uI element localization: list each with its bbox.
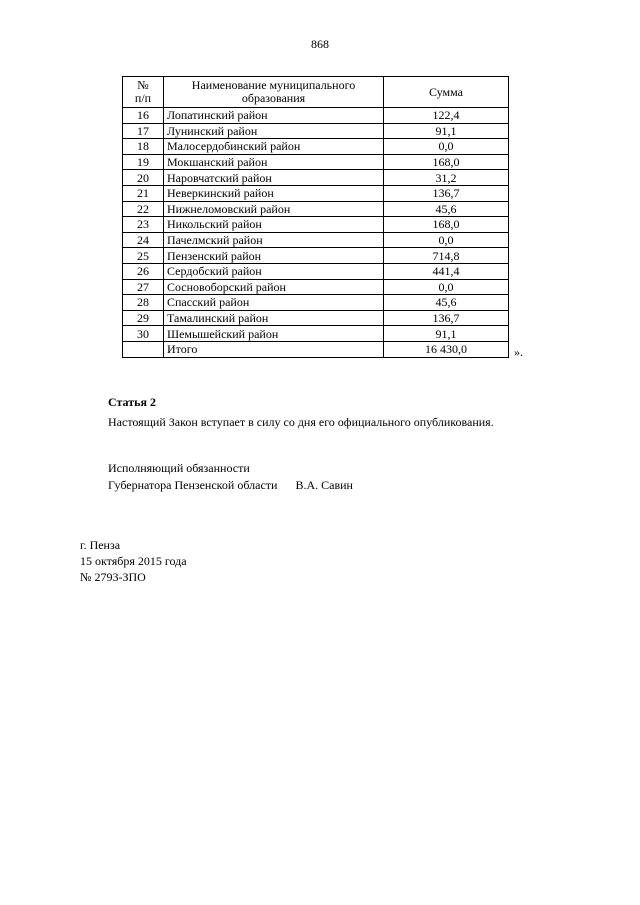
row-number: 28 bbox=[123, 295, 164, 311]
row-sum: 714,8 bbox=[384, 248, 509, 264]
row-number: 21 bbox=[123, 185, 164, 201]
header-number: № п/п bbox=[123, 77, 164, 108]
total-number bbox=[123, 341, 164, 357]
row-sum: 31,2 bbox=[384, 170, 509, 186]
row-sum: 122,4 bbox=[384, 108, 509, 124]
table-row bbox=[123, 201, 509, 217]
row-name: Лунинский район bbox=[164, 123, 384, 139]
row-sum: 91,1 bbox=[384, 123, 509, 139]
row-number: 20 bbox=[123, 170, 164, 186]
signatory-name: В.А. Савин bbox=[295, 478, 353, 492]
row-number: 25 bbox=[123, 248, 164, 264]
row-number: 24 bbox=[123, 232, 164, 248]
row-sum: 91,1 bbox=[384, 326, 509, 342]
table-row bbox=[123, 326, 509, 342]
footer-number: № 2793-ЗПО bbox=[80, 570, 146, 584]
article-heading: Статья 2 bbox=[108, 395, 156, 409]
table-row bbox=[123, 170, 509, 186]
row-sum: 0,0 bbox=[384, 139, 509, 155]
table-row bbox=[123, 217, 509, 233]
table-row bbox=[123, 279, 509, 295]
row-name: Спасский район bbox=[164, 295, 384, 311]
row-name: Пензенский район bbox=[164, 248, 384, 264]
footer-city: г. Пенза bbox=[80, 538, 121, 552]
row-sum: 0,0 bbox=[384, 279, 509, 295]
total-label: Итого bbox=[164, 341, 384, 357]
table-total-row bbox=[123, 341, 509, 357]
row-number: 17 bbox=[123, 123, 164, 139]
signatory-title: Губернатора Пензенской области bbox=[108, 478, 278, 492]
row-name: Тамалинский район bbox=[164, 310, 384, 326]
row-number: 30 bbox=[123, 326, 164, 342]
row-number: 19 bbox=[123, 154, 164, 170]
row-sum: 0,0 bbox=[384, 232, 509, 248]
row-number: 29 bbox=[123, 310, 164, 326]
table-header-row bbox=[123, 77, 509, 108]
row-name: Малосердобинский район bbox=[164, 139, 384, 155]
municipal-sum-table bbox=[122, 76, 509, 358]
closing-quote-mark: ». bbox=[514, 345, 523, 359]
table-row bbox=[123, 108, 509, 124]
table-row bbox=[123, 295, 509, 311]
signatory-position: Исполняющий обязанности bbox=[108, 461, 250, 475]
row-name: Сосновоборский район bbox=[164, 279, 384, 295]
row-sum: 168,0 bbox=[384, 154, 509, 170]
table-row bbox=[123, 123, 509, 139]
row-number: 18 bbox=[123, 139, 164, 155]
row-sum: 441,4 bbox=[384, 263, 509, 279]
row-number: 23 bbox=[123, 217, 164, 233]
table-row bbox=[123, 185, 509, 201]
signatory-block bbox=[108, 478, 353, 493]
row-sum: 45,6 bbox=[384, 295, 509, 311]
table-row bbox=[123, 248, 509, 264]
row-name: Лопатинский район bbox=[164, 108, 384, 124]
row-number: 27 bbox=[123, 279, 164, 295]
row-name: Мокшанский район bbox=[164, 154, 384, 170]
document-footer bbox=[80, 537, 187, 585]
row-sum: 168,0 bbox=[384, 217, 509, 233]
table-row bbox=[123, 154, 509, 170]
total-sum: 16 430,0 bbox=[384, 341, 509, 357]
row-number: 22 bbox=[123, 201, 164, 217]
row-sum: 136,7 bbox=[384, 310, 509, 326]
article-text: Настоящий Закон вступает в силу со дня его официального опубликования. bbox=[108, 415, 494, 429]
table-row bbox=[123, 263, 509, 279]
table-row bbox=[123, 139, 509, 155]
header-name: Наименование муниципального образования bbox=[164, 77, 384, 108]
table-row bbox=[123, 232, 509, 248]
row-sum: 45,6 bbox=[384, 201, 509, 217]
row-name: Пачелмский район bbox=[164, 232, 384, 248]
row-name: Неверкинский район bbox=[164, 185, 384, 201]
page-number: 868 bbox=[311, 37, 329, 51]
row-name: Сердобский район bbox=[164, 263, 384, 279]
row-sum: 136,7 bbox=[384, 185, 509, 201]
row-name: Шемышейский район bbox=[164, 326, 384, 342]
row-name: Нижнеломовский район bbox=[164, 201, 384, 217]
header-sum: Сумма bbox=[384, 77, 509, 108]
table-row bbox=[123, 310, 509, 326]
row-number: 26 bbox=[123, 263, 164, 279]
footer-date: 15 октября 2015 года bbox=[80, 554, 187, 568]
row-name: Наровчатский район bbox=[164, 170, 384, 186]
row-number: 16 bbox=[123, 108, 164, 124]
row-name: Никольский район bbox=[164, 217, 384, 233]
